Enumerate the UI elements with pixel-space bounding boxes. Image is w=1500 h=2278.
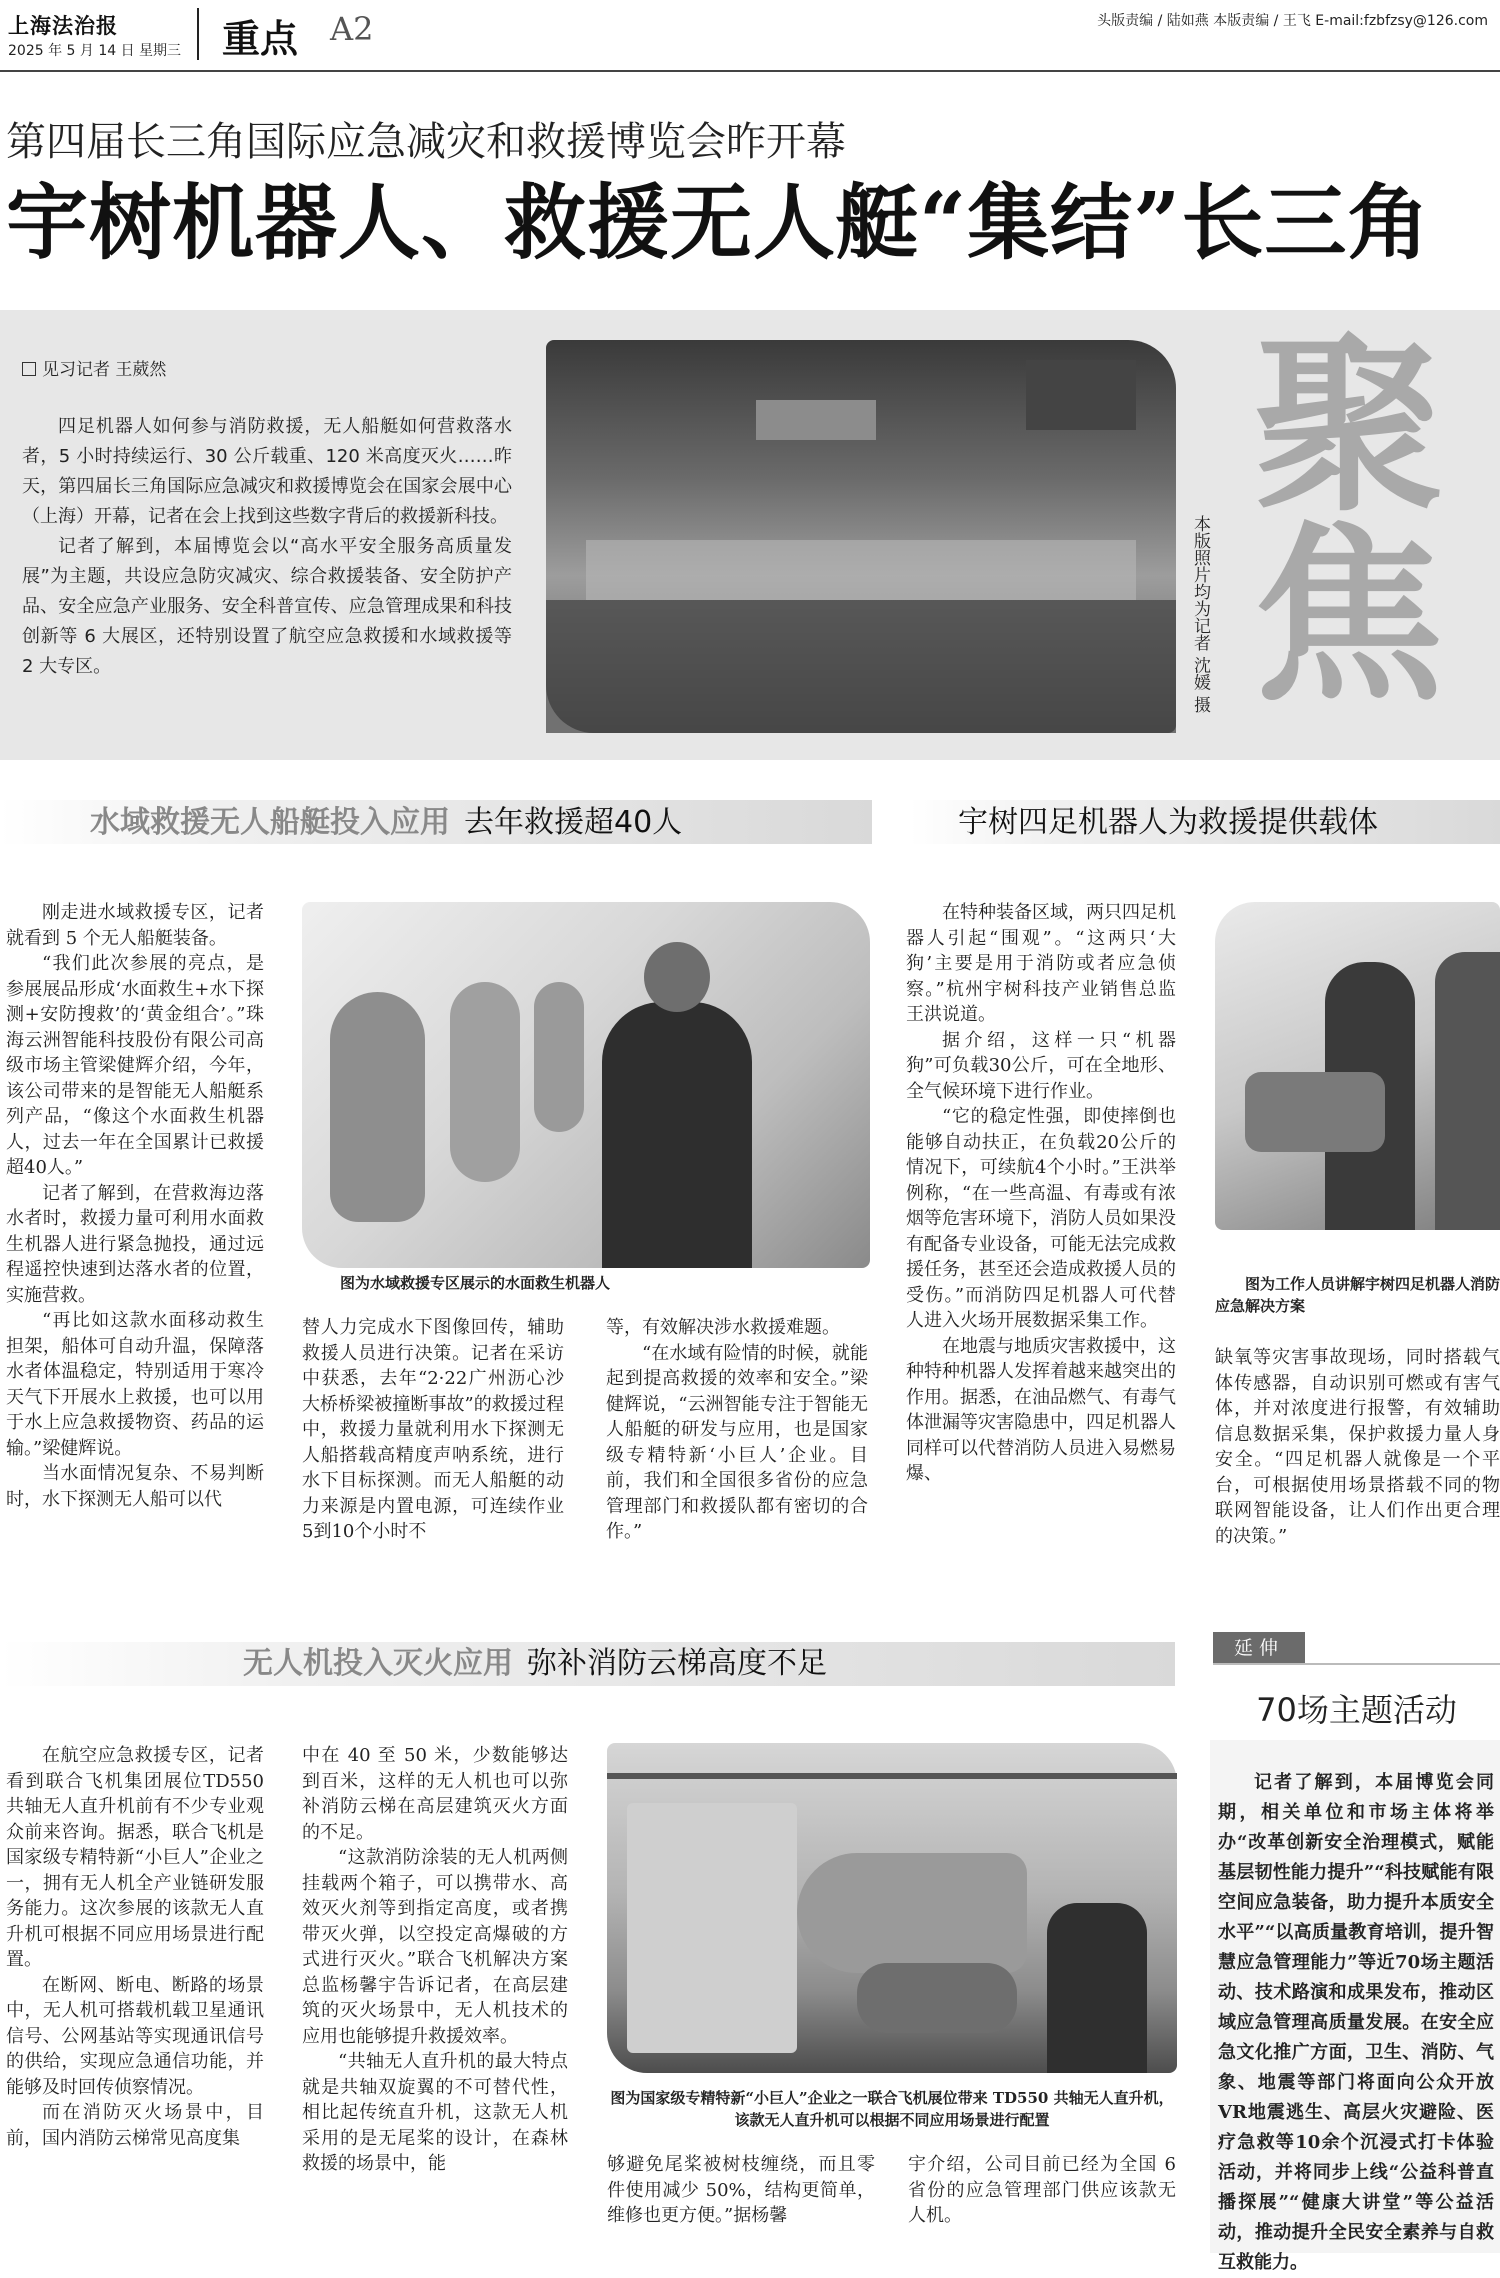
photo-detail — [546, 600, 1176, 733]
section-heading-main: 宇树四足机器人为救援提供载体 — [958, 805, 1378, 840]
extension-title: 70场主题活动 — [1256, 1691, 1457, 1729]
photo-caption: 图为国家级专精特新“小巨人”企业之一联合飞机展位带来 TD550 共轴无人直升机，该款无人直升机可以根据不同应用场景进行配置 — [610, 2089, 1174, 2129]
paragraph: 据介绍，这样一只“机器狗”可负载30公斤，可在全地形、全气候环境下进行作业。 — [906, 1029, 1176, 1102]
newspaper-logo: 上海法治报 — [8, 13, 118, 38]
byline-text: 见习记者 王葳然 — [42, 360, 167, 380]
paragraph: 记者了解到，本届博览会同期，相关单位和市场主体将举办“改革创新安全治理模式，赋能基层韧性能力提升”“科技赋能有限空间应急装备，助力提升本质安全水平”“以高质量教育培训，提升智慧应急管理能力”等近70场主题活动、技术路演和成果发布，推动区域应急管理高质量发展。在安全应急文化推广方面，卫生、消防、气象、地震等部门将面向公众开放VR地震逃生、高层火灾避险、医疗急救等10余个沉浸式打卡体验活动，并将同步上线“公益科普直播探展”“健康大讲堂”等公益活动，推动提升全民安全素养与自救互救能力。 — [1218, 1772, 1494, 2273]
article-column — [908, 2152, 1176, 2229]
extension-rule — [1213, 1663, 1500, 1665]
lede-paragraph: 记者了解到，本届博览会以“高水平安全服务高质量发展”为主题，共设应急防灾减灾、综合救援装备、安全防护产品、安全应急产业服务、安全科普宣传、应急管理成果和科技创新等 6 大展区，还特别设置了航空应急救援和水域救援等 2 大专区。 — [22, 536, 512, 677]
photo-detail — [797, 1853, 1027, 1973]
paragraph: 等，有效解决涉水救援难题。 — [606, 1317, 840, 1338]
article-column — [6, 900, 264, 1512]
paragraph: 在航空应急救援专区，记者看到联合飞机集团展位TD550共轴无人直升机前有不少专业观众前来咨询。据悉，联合飞机是国家级专精特新“小巨人”企业之一，拥有无人机全产业链研发服务能力。这次参展的该款无人直升机可根据不同应用场景进行配置。 — [6, 1745, 264, 1970]
paragraph: 记者了解到，在营救海边落水者时，救援力量可利用水面救生机器人进行紧急抛投，通过远程遥控快速到达落水者的位置，实施营救。 — [6, 1182, 264, 1306]
article-column — [6, 1743, 264, 2151]
photo-detail — [586, 540, 1136, 600]
photo-detail — [450, 982, 520, 1182]
focus-calligraphy: 聚焦 — [1222, 325, 1445, 705]
paragraph: “我们此次参展的亮点，是参展展品形成‘水面救生+水下探测+安防搜救’的‘黄金组合’。”珠海云洲智能科技股份有限公司高级市场主管梁健辉介绍，今年，该公司带来的是智能无人船艇系列产品，“像这个水面救生机器人，过去一年在全国累计已救援超40人。” — [6, 953, 264, 1178]
editors-credit: 头版责编 / 陆如燕 本版责编 / 王飞 E-mail:fzbfzsy@126.com — [1097, 13, 1488, 29]
photo-detail — [330, 992, 425, 1222]
section-heading-drone — [243, 1638, 827, 1682]
photo-detail — [627, 1803, 797, 2053]
expo-hall-photo — [546, 340, 1176, 733]
photo-detail — [1245, 1072, 1385, 1152]
paragraph: 中在 40 至 50 米，少数能够达到百米，这样的无人机也可以弥补消防云梯在高层建筑灭火方面的不足。 — [302, 1745, 568, 1843]
paragraph: 够避免尾桨被树枝缠绕，而且零件使用减少 50%，结构更简单，维修也更方便。”据杨馨 — [607, 2154, 875, 2226]
section-heading-main: 无人机投入灭火应用 — [243, 1646, 513, 1681]
article-column — [606, 1315, 868, 1545]
lede-paragraph: 四足机器人如何参与消防救援，无人船艇如何营救落水者，5 小时持续运行、30 公斤载重、120 米高度灭火……昨天，第四届长三角国际应急减灾和救援博览会在国家会展中心（上海）开幕，记者在会上找到这些数字背后的救援新科技。 — [22, 416, 512, 527]
paragraph: 而在消防灭火场景中，目前，国内消防云梯常见高度集 — [6, 2102, 264, 2149]
article-column — [906, 900, 1176, 1487]
photo-credit: 本版照片均为记者 沈媛 摄 — [1190, 515, 1210, 713]
drone-helicopter-photo — [607, 1743, 1177, 2073]
paragraph: 宇介绍，公司目前已经为全国 6 省份的应急管理部门供应该款无人机。 — [908, 2154, 1176, 2226]
extension-tag: 延伸 — [1213, 1632, 1305, 1664]
photo-detail — [1026, 360, 1136, 430]
paragraph: “共轴无人直升机的最大特点就是共轴双旋翼的不可替代性，相比起传统直升机，这款无人机采用的是无尾桨的设计，在森林救援的场景中，能 — [302, 2051, 568, 2174]
section-heading-water-rescue — [90, 797, 682, 841]
article-column — [302, 1315, 564, 1545]
paragraph: 缺氧等灾害事故现场，同时搭载气体传感器，自动识别可燃或有害气体，并对浓度进行报警，有效辅助信息数据采集，保护救援力量人身安全。“四足机器人就像是一个平台，可根据使用场景搭载不同的物联网智能设备，让人们作出更合理的决策。” — [1215, 1347, 1500, 1547]
masthead-rule — [0, 70, 1500, 72]
photo-detail — [756, 400, 876, 440]
photo-caption: 图为工作人员讲解宇树四足机器人消防应急解决方案 — [1215, 1275, 1500, 1315]
article-column — [607, 2152, 875, 2229]
paragraph: 替人力完成水下图像回传，辅助救援人员进行决策。记者在采访中获悉，去年“2·22广州沥心沙大桥桥梁被撞断事故”的救援过程中，救援力量就利用水下探测无人船搭载高精度声呐系统，进行水下目标探测。而无人船艇的动力来源是内置电源，可连续作业5到10个小时不 — [302, 1317, 564, 1542]
section-heading-main: 水域救援无人船艇投入应用 — [90, 805, 450, 840]
photo-detail — [1047, 1903, 1147, 2073]
photo-detail — [534, 982, 584, 1132]
byline-box-icon — [22, 362, 36, 376]
paragraph: 在地震与地质灾害救援中，这种特种机器人发挥着越来越突出的作用。据悉，在油品燃气、有毒气体泄漏等灾害隐患中，四足机器人同样可以代替消防人员进入易燃易爆、 — [906, 1335, 1176, 1484]
section-heading-sub: 弥补消防云梯高度不足 — [527, 1646, 827, 1681]
issue-date: 2025 年 5 月 14 日 星期三 — [8, 43, 182, 59]
paragraph: “再比如这款水面移动救生担架，船体可自动升温，保障落水者体温稳定，特别适用于寒冷天气下开展水上救援，也可以用于水上应急救援物资、药品的运输。”梁健辉说。 — [6, 1310, 264, 1459]
photo-detail — [1435, 952, 1500, 1230]
photo-detail — [602, 1002, 752, 1268]
extension-text — [1218, 1768, 1494, 2278]
robot-dog-photo — [1215, 902, 1500, 1230]
article-column — [1215, 1345, 1500, 1549]
rescue-robot-photo — [302, 902, 870, 1268]
section-heading-sub: 去年救援超40人 — [464, 805, 683, 840]
paragraph: 在断网、断电、断路的场景中，无人机可搭载机载卫星通讯信号、公网基站等实现通讯信号的供给，实现应急通信功能，并能够及时回传侦察情况。 — [6, 1974, 264, 2098]
paragraph: “在水域有险情的时候，就能起到提高救援的效率和安全。”梁健辉说，“云洲智能专注于智能无人船艇的研发与应用，也是国家级专精特新‘小巨人’企业。目前，我们和全国很多省份的应急管理部门和救援队都有密切的合作。” — [606, 1342, 868, 1542]
paragraph: 刚走进水域救援专区，记者就看到 5 个无人船艇装备。 — [6, 902, 264, 949]
paragraph: 在特种装备区域，两只四足机器人引起“围观”。“这两只‘大狗’主要是用于消防或者应急侦察。”杭州宇树科技产业销售总监王洪说道。 — [906, 902, 1176, 1025]
photo-caption: 图为水域救援专区展示的水面救生机器人 — [340, 1274, 611, 1292]
paragraph: “这款消防涂装的无人机两侧挂载两个箱子，可以携带水、高效灭火剂等到指定高度，或者携带灭火弹，以空投定高爆破的方式进行灭火。”联合飞机解决方案总监杨馨宇告诉记者，在高层建筑的灭火场景中，无人机技术的应用也能够提升救援效率。 — [302, 1847, 568, 2047]
photo-detail — [644, 942, 710, 1012]
main-headline: 宇树机器人、救援无人艇“集结”长三角 — [6, 175, 1431, 271]
article-column — [302, 1743, 568, 2177]
paragraph: “它的稳定性强，即使摔倒也能够自动扶正，在负载20公斤的情况下，可续航4个小时。”王洪举例称，“在一些高温、有毒或有浓烟等危害环境下，消防人员如果没有配备专业设备，可能无法完成救援任务，甚至还会造成救援人员的受伤。”而消防四足机器人可代替人进入火场开展数据采集工作。 — [906, 1106, 1176, 1331]
section-heading-robot-dog — [958, 797, 1378, 841]
page-number: A2 — [330, 10, 374, 48]
lede-text — [22, 412, 512, 682]
photo-detail — [607, 1773, 1177, 1779]
paragraph: 当水面情况复杂、不易判断时，水下探测无人船可以代 — [6, 1463, 264, 1510]
byline — [22, 355, 166, 380]
photo-detail — [857, 1963, 1017, 2033]
headline-kicker: 第四届长三角国际应急减灾和救援博览会昨开幕 — [6, 119, 846, 165]
masthead-divider — [197, 8, 199, 60]
section-name: 重点 — [222, 17, 299, 61]
